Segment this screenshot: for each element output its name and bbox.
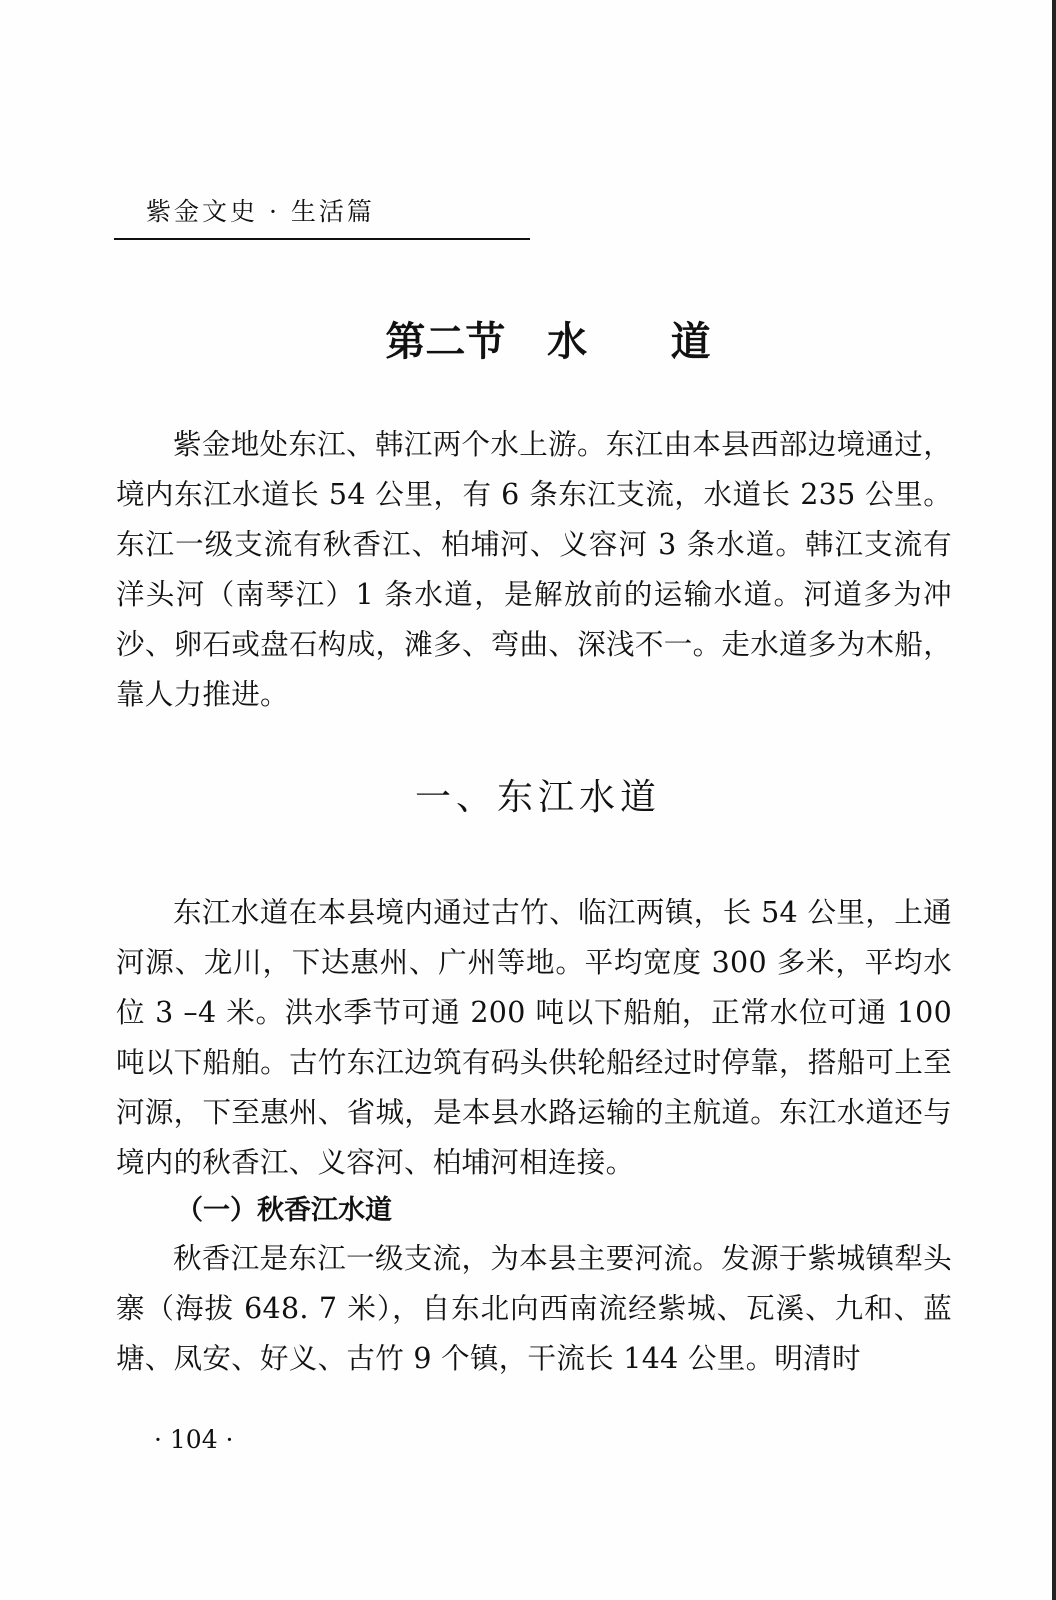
dongjiang-paragraph: 东江水道在本县境内通过古竹、临江两镇，长 54 公里，上通河源、龙川，下达惠州、广州等地。平均宽度 300 多米，平均水位 3 –4 米。洪水季节可通 200 吨以下船舶，正常水位可通 100 吨以下船舶。古竹东江边筑有码头供轮船经过时停靠，搭船可上至河源，下至惠州、省城，是本县水路运输的主航道。东江水道还与境内的秋香江、义容河、柏埔河相连接。: [116, 896, 952, 1179]
page-number: · 104 ·: [154, 1425, 234, 1454]
dongjiang-text-block: [116, 888, 952, 1188]
qiuxiang-heading: （一）秋香江水道: [176, 1195, 392, 1226]
subsection-title: 一、东江水道: [414, 777, 661, 818]
qiuxiang-text-block: [116, 1234, 952, 1384]
intro-paragraph: 紫金地处东江、韩江两个水上游。东江由本县西部边境通过，境内东江水道长 54 公里，有 6 条东江支流，水道长 235 公里。东江一级支流有秋香江、柏埔河、义容河 3 条水道。韩江支流有洋头河（南琴江）1 条水道，是解放前的运输水道。河道多为冲沙、卵石或盘石构成，滩多、弯曲、深浅不一。走水道多为木船，靠人力推进。: [116, 428, 952, 711]
qiuxiang-paragraph: 秋香江是东江一级支流，为本县主要河流。发源于紫城镇犁头寨（海拔 648. 7 米），自东北向西南流经紫城、瓦溪、九和、蓝塘、凤安、好义、古竹 9 个镇，干流长 144 公里。明清时: [116, 1242, 952, 1375]
running-head: 紫金文史 · 生活篇: [146, 197, 375, 226]
intro-text-block: [116, 420, 952, 720]
header-rule: [114, 238, 530, 240]
section-title: 第二节 水 道: [385, 318, 711, 365]
